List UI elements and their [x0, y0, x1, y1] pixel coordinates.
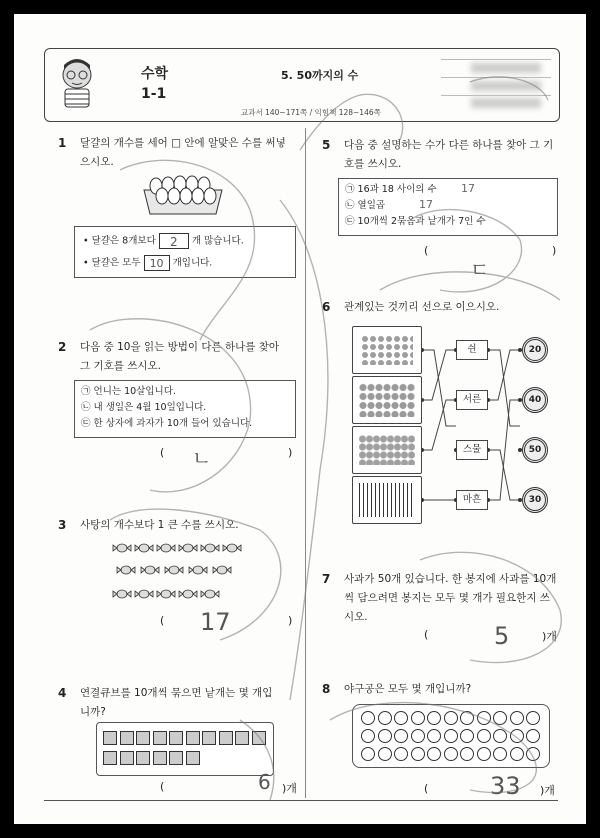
- q5-paren-open: (: [424, 244, 429, 257]
- boy-mascot-icon: [59, 55, 95, 115]
- baseball-icon: [411, 729, 425, 743]
- q2-text-line1: 다음 중 10을 읽는 방법이 다른 하나를 찾아: [80, 341, 280, 353]
- q8-paren-close: )개: [540, 784, 555, 797]
- baseball-icon: [493, 711, 507, 725]
- q8-baseball-box: [352, 704, 550, 768]
- baseball-icon: [477, 711, 491, 725]
- subject: 수학: [141, 66, 169, 82]
- cube: [120, 731, 134, 745]
- baseball-icon: [460, 747, 474, 761]
- baseball-icon: [477, 729, 491, 743]
- q6-number-2: 40: [522, 387, 548, 413]
- baseball-icon: [394, 747, 408, 761]
- cube: [136, 731, 150, 745]
- baseball-icon: [444, 747, 458, 761]
- cube: [103, 751, 117, 765]
- q7-answer[interactable]: 5: [494, 622, 510, 650]
- q5-note-b: 17: [419, 198, 433, 211]
- q3-paren-open: (: [160, 614, 165, 627]
- q3-text: 사탕의 개수보다 1 큰 수를 쓰시오.: [80, 519, 239, 531]
- q1-text-line1: 달걀의 개수를 세어 □ 안에 알맞은 수를 써넣: [80, 137, 286, 149]
- q3-answer[interactable]: 17: [200, 608, 231, 636]
- baseball-icon: [427, 711, 441, 725]
- q4-paren-open: (: [160, 780, 165, 793]
- baseball-icon: [378, 729, 392, 743]
- q6-word-3: 스물: [456, 440, 488, 460]
- q8-answer[interactable]: 33: [490, 772, 521, 800]
- q5-option-a: ㉠ 16과 18 사이의 수: [345, 184, 437, 195]
- q7-text-line3: 시오.: [344, 611, 368, 623]
- cube: [186, 751, 200, 765]
- q8-paren-open: (: [424, 782, 429, 795]
- baseball-icon: [444, 711, 458, 725]
- q6-number-1: 20: [522, 337, 548, 363]
- q1-blank2[interactable]: 10: [144, 255, 170, 271]
- cube: [153, 731, 167, 745]
- baseball-icon: [394, 729, 408, 743]
- baseball-icon: [460, 711, 474, 725]
- q5-text-line2: 호를 쓰시오.: [344, 158, 402, 170]
- baseball-icon: [460, 729, 474, 743]
- q6-picture-1: [352, 326, 422, 374]
- baseball-icon: [526, 711, 540, 725]
- q6-number-3: 50: [522, 437, 548, 463]
- baseball-icon: [378, 747, 392, 761]
- q1-line2-pre: • 달걀은 모두: [83, 257, 141, 269]
- baseball-icon: [526, 747, 540, 761]
- q2-options-box: [74, 380, 296, 438]
- q1-line2-post: 개입니다.: [172, 257, 213, 269]
- q2-option-a: ㉠ 언니는 10살입니다.: [81, 386, 176, 397]
- baseball-icon: [411, 747, 425, 761]
- q2-option-c: ㉢ 한 상자에 과자가 10개 들어 있습니다.: [81, 418, 253, 429]
- q6-picture-2: [352, 376, 422, 424]
- baseball-icon: [510, 729, 524, 743]
- cube: [169, 751, 183, 765]
- q5-number: 5: [322, 138, 331, 152]
- q5-options-box: [338, 178, 558, 236]
- cube: [219, 731, 233, 745]
- baseball-icon: [510, 711, 524, 725]
- baseball-icon: [394, 711, 408, 725]
- cube: [169, 731, 183, 745]
- q4-text-line1: 연결큐브를 10개씩 묶으면 낱개는 몇 개입: [80, 687, 273, 699]
- q5-note-a: 17: [461, 182, 475, 195]
- grade: 1-1: [141, 86, 167, 102]
- cube: [136, 751, 150, 765]
- baseball-icon: [427, 729, 441, 743]
- q4-paren-close: )개: [282, 782, 297, 795]
- baseball-icon: [477, 747, 491, 761]
- baseball-icon: [361, 711, 375, 725]
- q1-number: 1: [58, 136, 67, 150]
- q3-paren-close: ): [288, 614, 293, 627]
- baseball-icon: [411, 711, 425, 725]
- q1-line1: [83, 233, 244, 250]
- q5-paren-close: ): [552, 244, 557, 257]
- q6-number-4: 30: [522, 487, 548, 513]
- q2-number: 2: [58, 340, 67, 354]
- q2-option-b: ㉡ 내 생일은 4월 10일입니다.: [81, 402, 207, 413]
- q2-answer[interactable]: ㄴ: [192, 446, 212, 470]
- q2-paren-close: ): [288, 446, 293, 459]
- q6-word-1: 쉰: [456, 340, 488, 360]
- baseball-icon: [444, 729, 458, 743]
- cube: [120, 751, 134, 765]
- egg-carton-image: [142, 172, 224, 216]
- cube: [235, 731, 249, 745]
- q6-picture-4: [352, 476, 422, 524]
- q2-text-line2: 그 기호를 쓰시오.: [80, 360, 162, 372]
- q1-blank1[interactable]: 2: [159, 233, 189, 249]
- q4-text-line2: 니까?: [80, 706, 106, 718]
- baseball-icon: [361, 729, 375, 743]
- q1-line1-pre: • 달걀은 8개보다: [83, 235, 156, 247]
- q5-answer[interactable]: ㄷ: [470, 258, 490, 282]
- q4-answer[interactable]: 6: [258, 770, 271, 794]
- textbook-pages: 교과서 140~171쪽 / 익힘책 128~146쪽: [241, 108, 381, 117]
- q4-number: 4: [58, 686, 67, 700]
- q4-cube-box: [96, 722, 274, 776]
- q8-number: 8: [322, 682, 331, 696]
- unit-title: 5. 50까지의 수: [281, 69, 359, 82]
- cube: [202, 731, 216, 745]
- cube: [153, 751, 167, 765]
- q7-text-line2: 씩 담으려면 봉지는 모두 몇 개가 필요한지 쓰: [344, 592, 550, 604]
- q6-word-4: 마흔: [456, 490, 488, 510]
- q8-text: 야구공은 모두 몇 개입니까?: [344, 683, 472, 695]
- q7-paren-open: (: [424, 628, 429, 641]
- baseball-icon: [378, 711, 392, 725]
- header-box: [44, 48, 560, 122]
- q2-paren-open: (: [160, 446, 165, 459]
- q6-number: 6: [322, 300, 331, 314]
- q1-text-line2: 으시오.: [80, 156, 114, 168]
- student-info-area: [441, 55, 551, 111]
- q7-text-line1: 사과가 50개 있습니다. 한 봉지에 사과를 10개: [344, 573, 557, 585]
- q5-option-c: ㉢ 10개씩 2묶음과 낱개가 7인 수: [345, 216, 486, 227]
- footer-rule: [44, 800, 558, 801]
- baseball-icon: [427, 747, 441, 761]
- q3-number: 3: [58, 518, 67, 532]
- q7-number: 7: [322, 572, 331, 586]
- q1-line2: [83, 255, 212, 272]
- baseball-icon: [361, 747, 375, 761]
- candy-group-image: [112, 540, 252, 606]
- cube: [252, 731, 266, 745]
- baseball-icon: [493, 729, 507, 743]
- baseball-icon: [493, 747, 507, 761]
- q5-text-line1: 다음 중 설명하는 수가 다른 하나를 찾아 그 기: [344, 139, 554, 151]
- cube: [186, 731, 200, 745]
- baseball-icon: [510, 747, 524, 761]
- q6-text: 관계있는 것끼리 선으로 이으시오.: [344, 301, 500, 313]
- q7-paren-close: )개: [542, 630, 557, 643]
- q1-line1-post: 개 많습니다.: [191, 235, 244, 247]
- cube: [103, 731, 117, 745]
- q6-word-2: 서른: [456, 390, 488, 410]
- q6-picture-3: [352, 426, 422, 474]
- q1-answer-box: [74, 226, 296, 278]
- baseball-icon: [526, 729, 540, 743]
- q5-option-b: ㉡ 열일곱: [345, 200, 386, 211]
- column-divider: [305, 128, 306, 798]
